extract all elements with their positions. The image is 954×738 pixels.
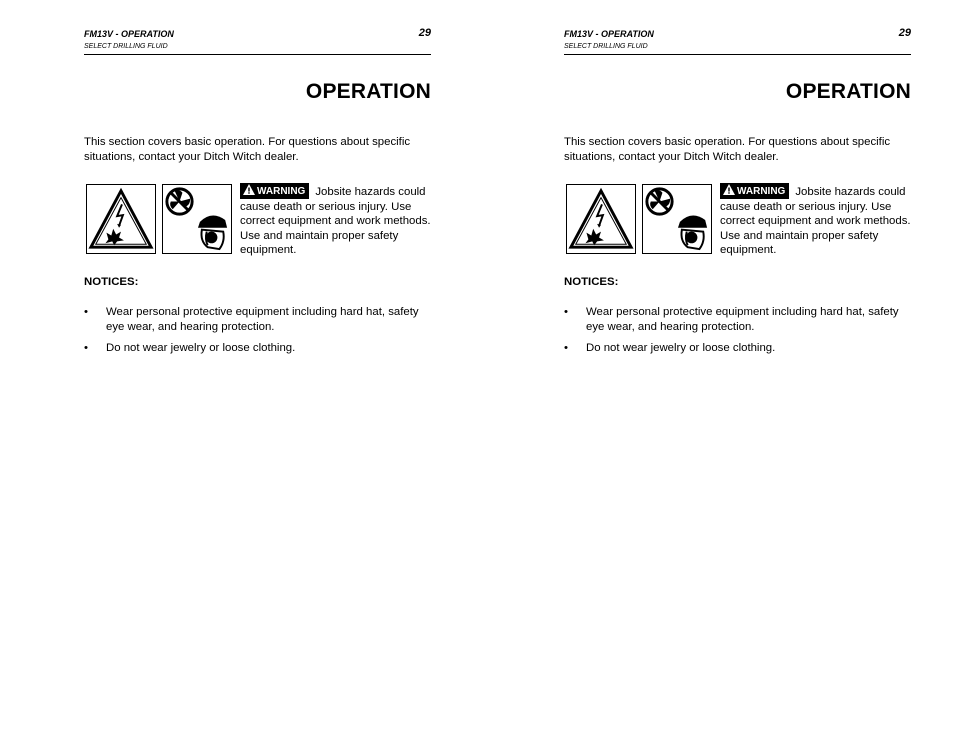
header-subtitle: SELECT DRILLING FLUID — [84, 43, 168, 50]
page-number: 29 — [418, 27, 431, 39]
notices-heading: NOTICES: — [84, 276, 139, 288]
no-fan-and-hard-hat-icon — [642, 184, 712, 254]
warning-badge — [240, 183, 309, 199]
section-title: OPERATION — [785, 80, 911, 103]
notices-heading: NOTICES: — [564, 276, 619, 288]
section-title: OPERATION — [305, 80, 431, 103]
list-item: • Do not wear jewelry or loose clothing. — [84, 342, 296, 354]
electric-shock-explosion-icon — [566, 184, 636, 254]
header-title: FM13V - OPERATION — [564, 29, 654, 39]
page-header — [84, 27, 431, 55]
notices-list — [564, 305, 911, 362]
page-number: 29 — [898, 27, 911, 39]
warning-triangle-icon — [243, 184, 255, 195]
right-page — [564, 0, 911, 738]
warning-message — [240, 183, 435, 258]
list-item: • Do not wear jewelry or loose clothing. — [564, 342, 776, 354]
header-subtitle: SELECT DRILLING FLUID — [564, 43, 648, 50]
list-item: • Wear personal protective equipment including hard hat, safety eye wear, and hearing protection. — [84, 306, 419, 333]
warning-message — [720, 183, 915, 258]
electric-shock-explosion-icon — [86, 184, 156, 254]
notices-list — [84, 305, 431, 362]
warning-triangle-icon — [723, 184, 735, 195]
bullet-text: Do not wear jewelry or loose clothing. — [106, 342, 296, 354]
warning-badge-label: WARNING — [257, 186, 306, 197]
no-fan-and-hard-hat-icon — [162, 184, 232, 254]
intro-paragraph: This section covers basic operation. For questions about specific situations, contact your Ditch Witch dealer. — [564, 136, 891, 163]
bullet-text: Wear personal protective equipment including hard hat, safety eye wear, and hearing protection. — [586, 306, 899, 333]
page-header — [564, 27, 911, 55]
intro-paragraph: This section covers basic operation. For questions about specific situations, contact your Ditch Witch dealer. — [84, 136, 411, 163]
warning-badge-label: WARNING — [737, 186, 786, 197]
left-page — [84, 0, 431, 738]
bullet-text: Wear personal protective equipment including hard hat, safety eye wear, and hearing protection. — [106, 306, 419, 333]
header-title: FM13V - OPERATION — [84, 29, 174, 39]
warning-text: Jobsite hazards could cause death or serious injury. Use correct equipment and work methods. Use and maintain proper safety equipment. — [720, 186, 911, 257]
list-item: • Wear personal protective equipment including hard hat, safety eye wear, and hearing protection. — [564, 306, 899, 333]
warning-text: Jobsite hazards could cause death or serious injury. Use correct equipment and work methods. Use and maintain proper safety equipment. — [240, 186, 431, 257]
warning-badge — [720, 183, 789, 199]
bullet-text: Do not wear jewelry or loose clothing. — [586, 342, 776, 354]
